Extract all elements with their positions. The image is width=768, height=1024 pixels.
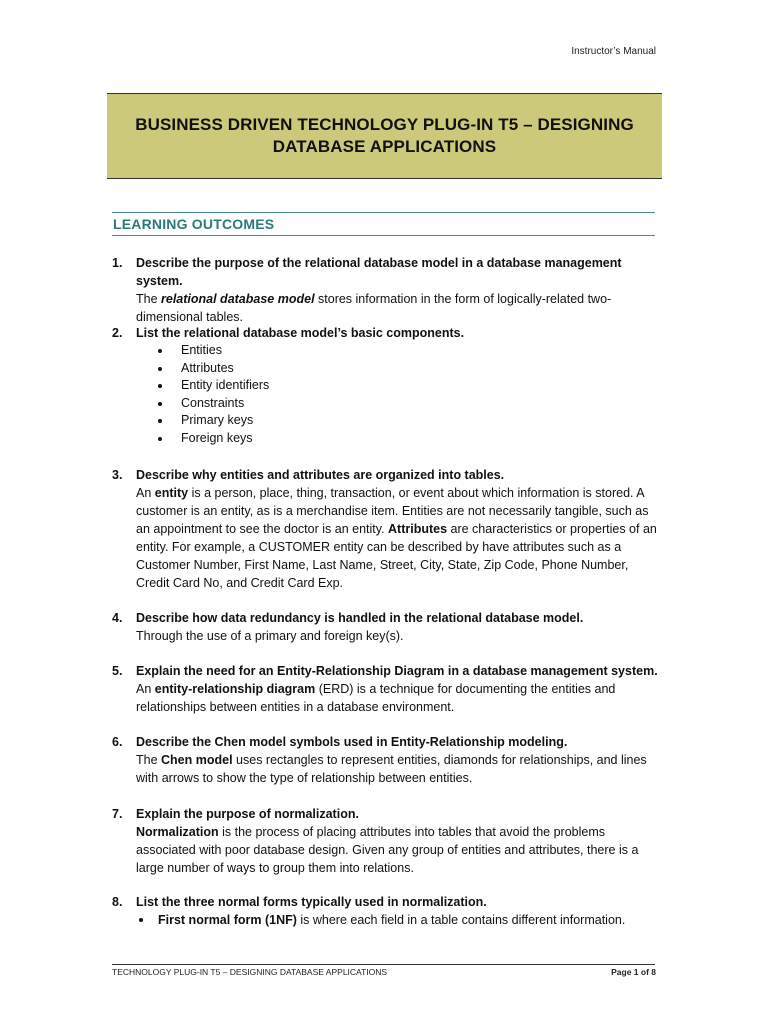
item-number: 6. xyxy=(112,735,123,749)
item-question: Describe why entities and attributes are organized into tables. xyxy=(136,468,505,482)
outcome-item-7 xyxy=(112,805,660,877)
answer-text: (ERD) is a technique for documenting the entities and relationships between entities in a database environment. xyxy=(136,682,616,714)
section-heading: LEARNING OUTCOMES xyxy=(113,216,275,232)
outcome-item-1 xyxy=(112,254,660,326)
list-item: Attributes xyxy=(156,360,660,378)
list-item xyxy=(136,911,660,929)
item-number: 5. xyxy=(112,664,123,678)
footer-rule xyxy=(112,964,655,965)
answer-text: The xyxy=(136,292,162,306)
answer-text: stores information in the form of logically-related two-dimensional tables. xyxy=(136,292,612,324)
item-answer xyxy=(136,823,660,877)
answer-term: entity xyxy=(154,486,189,500)
list-item: Entities xyxy=(156,342,660,360)
answer-text: The xyxy=(136,753,162,767)
list-item: Entity identifiers xyxy=(156,377,660,395)
outcome-item-5 xyxy=(112,662,660,716)
item-question: Explain the need for an Entity-Relationship Diagram in a database management system. xyxy=(136,664,658,678)
item-answer xyxy=(136,751,660,787)
answer-text: are characteristics or properties of an entity. For example, a CUSTOMER entity can be described by have attributes such as a Customer Number, First Name, Last Name, Street, City, State, Zip Code, Phone Number, Credit Card No, and Credit Card Exp. xyxy=(136,522,657,590)
item-answer xyxy=(136,484,660,592)
item-question: Describe the purpose of the relational database model in a database management system. xyxy=(136,256,622,288)
answer-term: First normal form (1NF) xyxy=(158,913,297,927)
outcome-item-2 xyxy=(112,324,660,447)
outcome-item-6 xyxy=(112,733,660,787)
answer-text: uses rectangles to represent entities, diamonds for relationships, and lines with arrows to show the type of relationship between entities. xyxy=(136,753,647,785)
page-number: Page 1 of 8 xyxy=(611,967,656,977)
list-item: Foreign keys xyxy=(156,430,660,448)
item-question: List the relational database model’s basic components. xyxy=(136,326,465,340)
answer-term: entity-relationship diagram xyxy=(154,682,316,696)
title-line-1: BUSINESS DRIVEN TECHNOLOGY PLUG-IN T5 – DESIGNING xyxy=(135,115,634,134)
answer-term: Attributes xyxy=(388,522,448,536)
answer-text: is a person, place, thing, transaction, or event about which information is stored. A customer is an entity, as is a merchandise item. Entities are not necessarily tangible, such as an appointment to see the doctor is an entity. xyxy=(136,486,649,536)
item-answer xyxy=(136,290,660,326)
item-number: 7. xyxy=(112,807,123,821)
document-title xyxy=(135,114,634,158)
item-number: 2. xyxy=(112,326,123,340)
item-answer xyxy=(136,680,660,716)
normal-form-list xyxy=(136,911,660,929)
title-banner xyxy=(107,93,662,179)
list-item: Primary keys xyxy=(156,412,660,430)
item-number: 3. xyxy=(112,468,123,482)
answer-text: is the process of placing attributes into tables that avoid the problems associated with poor database design. Given any group of entities and attributes, there is a large number of ways to group them into relations. xyxy=(136,825,639,875)
answer-term: Normalization xyxy=(136,825,219,839)
item-question: Describe how data redundancy is handled in the relational database model. xyxy=(136,611,584,625)
outcome-item-4 xyxy=(112,609,660,645)
item-number: 1. xyxy=(112,256,123,270)
item-answer: Through the use of a primary and foreign key(s). xyxy=(136,629,404,643)
outcome-item-3 xyxy=(112,466,660,592)
item-question: Explain the purpose of normalization. xyxy=(136,807,359,821)
item-number: 4. xyxy=(112,611,123,625)
section-rule-top xyxy=(112,212,655,213)
answer-text: is where each field in a table contains different information. xyxy=(296,913,626,927)
item-question: List the three normal forms typically used in normalization. xyxy=(136,895,487,909)
answer-text: An xyxy=(136,486,155,500)
answer-term: relational database model xyxy=(161,292,315,306)
section-rule-bottom xyxy=(112,235,655,236)
item-number: 8. xyxy=(112,895,123,909)
answer-text: An xyxy=(136,682,155,696)
component-list xyxy=(156,342,660,447)
outcome-item-8 xyxy=(112,893,660,929)
footer-title: TECHNOLOGY PLUG-IN T5 – DESIGNING DATABASE APPLICATIONS xyxy=(112,967,388,977)
header-note: Instructor’s Manual xyxy=(571,46,656,57)
item-question: Describe the Chen model symbols used in Entity-Relationship modeling. xyxy=(136,735,568,749)
answer-term: Chen model xyxy=(161,753,233,767)
list-item: Constraints xyxy=(156,395,660,413)
title-line-2: DATABASE APPLICATIONS xyxy=(272,137,497,156)
